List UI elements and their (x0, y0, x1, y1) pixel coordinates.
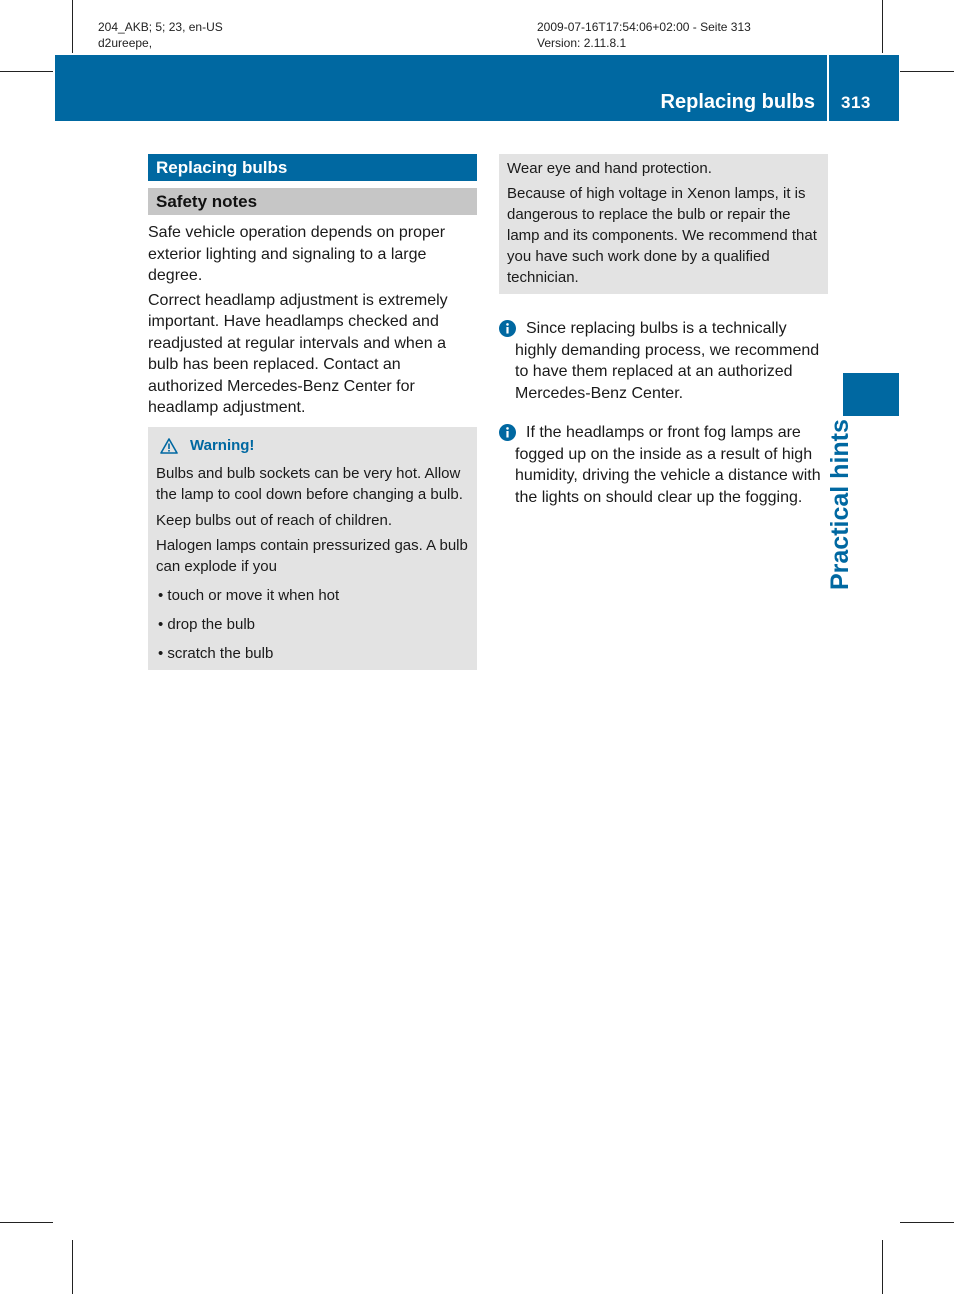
warning-box (148, 427, 477, 670)
header-divider (827, 55, 829, 121)
section-title: Replacing bulbs (148, 154, 477, 181)
crop-mark (72, 1240, 73, 1294)
meta-right-line1: 2009-07-16T17:54:06+02:00 - Seite 313 (537, 20, 751, 34)
bullet-item: • touch or move it when hot (158, 586, 340, 604)
info-text: If the headlamps or front fog lamps are fogged up on the inside as a result of high humidity, driving the vehicle a distance with the lights on should clear up the fogging. (515, 424, 821, 506)
meta-left-line2: d2ureepe, (98, 36, 153, 50)
info-icon (499, 424, 516, 441)
crop-mark (0, 71, 53, 72)
warning-text: Halogen lamps contain pressurized gas. A bulb can explode if you (156, 536, 468, 575)
warning-triangle-icon (160, 438, 178, 454)
print-meta-right (537, 19, 751, 51)
left-column (148, 154, 477, 670)
chapter-tab-label: Practical hints (826, 419, 854, 590)
meta-right-line2: Version: 2.11.8.1 (537, 36, 627, 50)
warning-header (156, 433, 469, 459)
bullet-item: • scratch the bulb (158, 644, 274, 662)
warning-text: Wear eye and hand protection. (507, 160, 712, 177)
page-header (55, 55, 899, 121)
warning-text: Bulbs and bulb sockets can be very hot. Allow the lamp to cool down before changing a bulb. (156, 464, 463, 503)
paragraph: Correct headlamp adjustment is extremely important. Have headlamps checked and readjusted at regular intervals and when a bulb has been replaced. Contact an authorized Mercedes-Benz Center for headlamp adjustment. (148, 291, 448, 416)
crop-mark (900, 71, 954, 72)
crop-mark (882, 1240, 883, 1294)
warning-text: Because of high voltage in Xenon lamps, it is dangerous to replace the bulb or repair the lamp and its components. We recommend that you have such work done by a qualified technician. (507, 185, 817, 286)
warning-text: Keep bulbs out of reach of children. (156, 511, 392, 529)
info-text: Since replacing bulbs is a technically highly demanding process, we recommend to have them replaced at an authorized Mercedes-Benz Center. (515, 320, 820, 402)
right-column (499, 154, 828, 508)
crop-mark (72, 0, 73, 53)
bullet-item: • drop the bulb (158, 615, 255, 633)
subsection-title: Safety notes (148, 188, 477, 215)
print-meta-left (98, 19, 223, 51)
warning-continued-box (499, 154, 828, 294)
header-title: Replacing bulbs (660, 91, 815, 113)
info-icon (499, 320, 516, 337)
crop-mark (900, 1222, 954, 1223)
paragraph: Safe vehicle operation depends on proper exterior lighting and signaling to a large degree. (148, 224, 446, 284)
info-note (499, 422, 828, 508)
warning-title: Warning! (190, 437, 255, 454)
info-note (499, 318, 828, 404)
crop-mark (0, 1222, 53, 1223)
page-number: 313 (841, 93, 871, 112)
meta-left-line1: 204_AKB; 5; 23, en-US (98, 20, 223, 34)
crop-mark (882, 0, 883, 53)
